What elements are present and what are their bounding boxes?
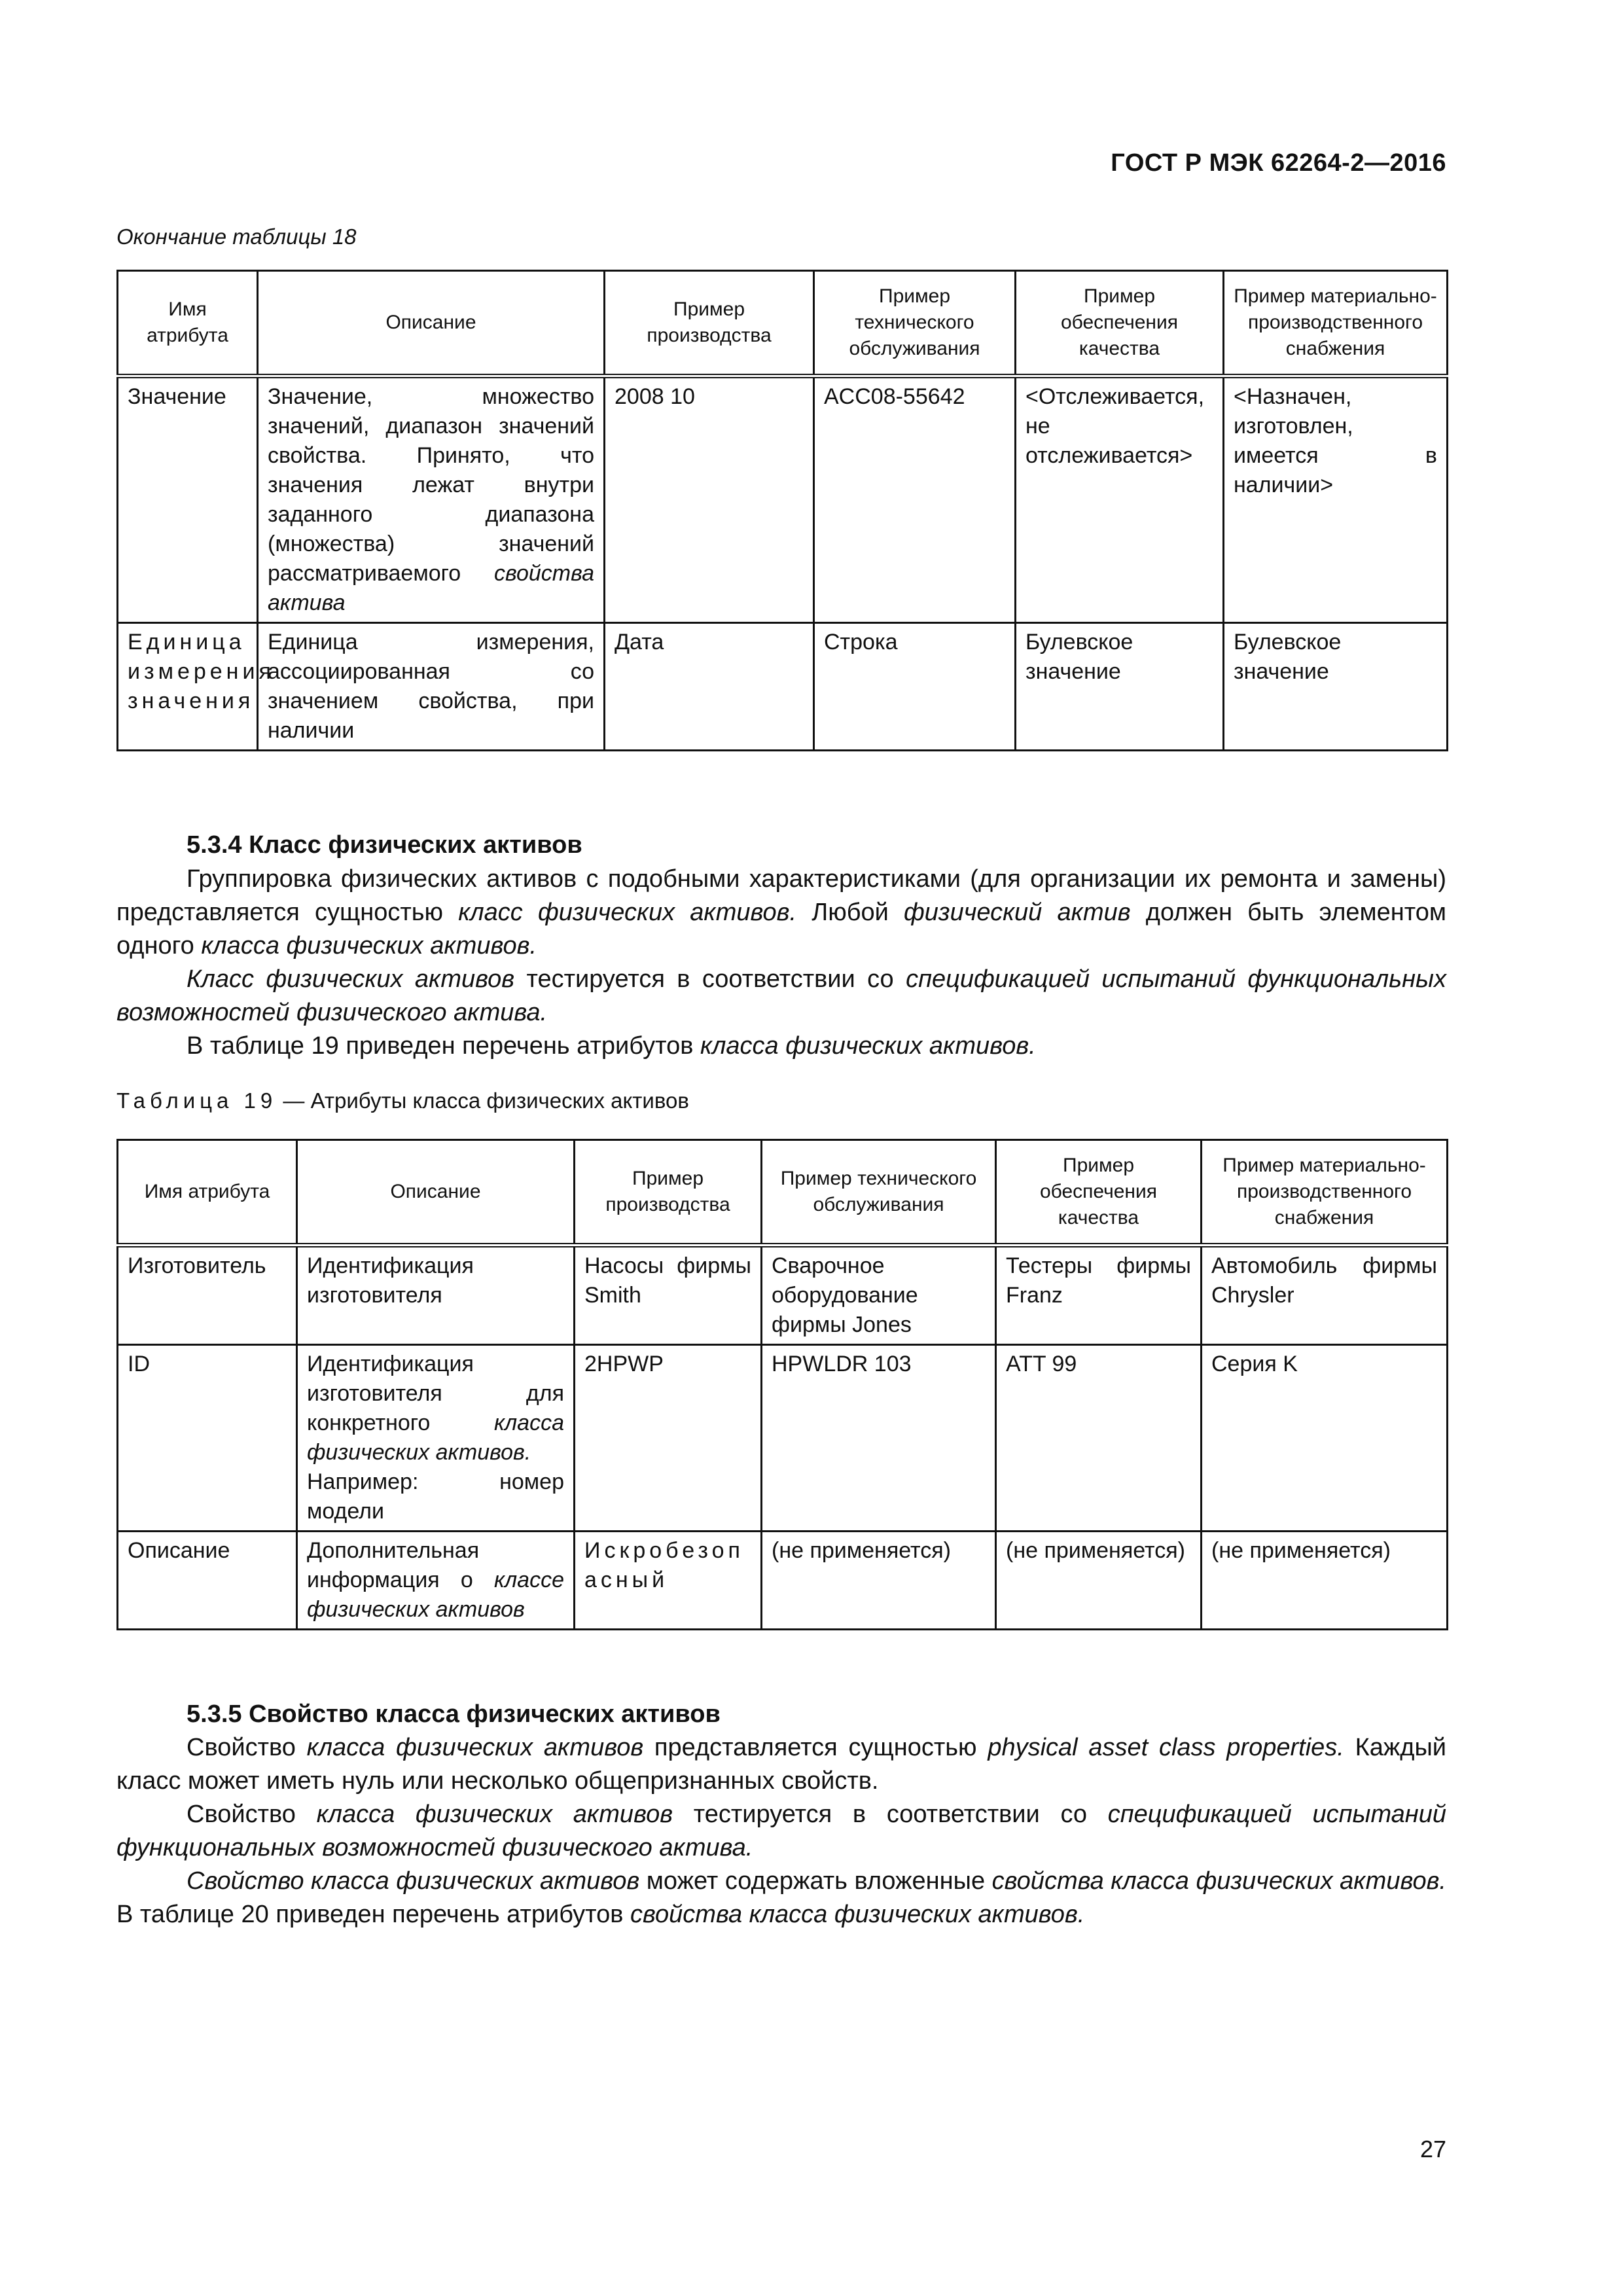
cell-quality: ATT 99 xyxy=(996,1345,1202,1532)
cell-quality: <Отслеживается, не отслеживается> xyxy=(1016,376,1224,623)
cell-production: 2HPWP xyxy=(575,1345,762,1532)
paragraph: В таблице 19 приведен перечень атрибутов класса физических активов. xyxy=(187,1032,1036,1060)
paragraph: Группировка физических активов с подобными характеристиками (для организации их ремонта и замены) представляется сущностью класс физических активов. Любой физический актив должен быть элементом одного класса физических активов. xyxy=(116,865,1446,960)
cell-name: Единица измерения значения xyxy=(118,623,258,751)
page-number: 27 xyxy=(1419,2136,1446,2162)
column-header: Пример технического обслуживания xyxy=(814,271,1016,376)
column-header: Имя атрибута xyxy=(118,271,258,376)
cell-maintenance: (не применяется) xyxy=(762,1532,996,1630)
cell-production: 2008 10 xyxy=(605,376,814,623)
table-row xyxy=(118,1532,1448,1630)
table-header-row xyxy=(118,1140,1448,1246)
standard-designation: ГОСТ Р МЭК 62264-2—2016 xyxy=(1111,149,1446,177)
column-header: Имя атрибута xyxy=(118,1140,297,1246)
table-row xyxy=(118,376,1448,623)
cell-maintenance: Сварочное оборудование фирмы Jones xyxy=(762,1246,996,1345)
cell-inventory: Булевское значение xyxy=(1224,623,1448,751)
cell-production: Насосы фирмы Smith xyxy=(575,1246,762,1345)
column-header: Пример обеспечения качества xyxy=(1016,271,1224,376)
paragraph: Класс физических активов тестируется в соответствии со спецификацией испытаний функциональных возможностей физического актива. xyxy=(116,965,1447,1026)
column-header: Пример материально-производственного снабжения xyxy=(1202,1140,1448,1246)
cell-name: Значение xyxy=(118,376,258,623)
cell-name: Описание xyxy=(118,1532,297,1630)
paragraph: Свойство класса физических активов тестируется в соответствии со спецификацией испытаний функциональных возможностей физического актива. xyxy=(116,1801,1446,1861)
cell-maintenance: HPWLDR 103 xyxy=(762,1345,996,1532)
cell-description: Идентификация изготовителя для конкретного класса физических активов. Например: номер модели xyxy=(297,1345,575,1532)
column-header: Пример обеспечения качества xyxy=(996,1140,1202,1246)
cell-quality: Булевское значение xyxy=(1016,623,1224,751)
table-row xyxy=(118,1345,1448,1532)
column-header: Пример материально-производственного снабжения xyxy=(1224,271,1448,376)
cell-inventory: Серия K xyxy=(1202,1345,1448,1532)
cell-description: Единица измерения, ассоциированная со значением свойства, при наличии xyxy=(258,623,605,751)
cell-production: Искробезопасный xyxy=(575,1532,762,1630)
column-header: Пример производства xyxy=(575,1140,762,1246)
table-row xyxy=(118,623,1448,751)
cell-description: Идентификация изготовителя xyxy=(297,1246,575,1345)
cell-name: Изготовитель xyxy=(118,1246,297,1345)
table18-caption: Окончание таблицы 18 xyxy=(116,224,357,249)
cell-name: ID xyxy=(118,1345,297,1532)
section-5-3-4-body xyxy=(116,863,1446,1063)
column-header: Описание xyxy=(297,1140,575,1246)
cell-quality: (не применяется) xyxy=(996,1532,1202,1630)
section-5-3-4-title: 5.3.4 Класс физических активов xyxy=(187,831,582,859)
cell-production: Дата xyxy=(605,623,814,751)
cell-quality: Тестеры фирмы Franz xyxy=(996,1246,1202,1345)
paragraph: Свойство класса физических активов может содержать вложенные свойства класса физических активов. В таблице 20 приведен перечень атрибутов свойства класса физических активов. xyxy=(116,1867,1446,1928)
table-18 xyxy=(116,270,1448,751)
table-19 xyxy=(116,1139,1448,1630)
paragraph: Свойство класса физических активов представляется сущностью physical asset class properties. Каждый класс может иметь нуль или несколько общепризнанных свойств. xyxy=(116,1734,1446,1795)
cell-maintenance: ACC08-55642 xyxy=(814,376,1016,623)
section-5-3-5-title: 5.3.5 Свойство класса физических активов xyxy=(187,1700,721,1728)
column-header: Пример производства xyxy=(605,271,814,376)
cell-inventory: <Назначен, изготовлен, имеется в наличии> xyxy=(1224,376,1448,623)
cell-description: Дополнительная информация о классе физических активов xyxy=(297,1532,575,1630)
cell-inventory: Автомобиль фирмы Chrysler xyxy=(1202,1246,1448,1345)
table19-caption: Таблица 19 — Атрибуты класса физических активов xyxy=(116,1088,689,1113)
cell-inventory: (не применяется) xyxy=(1202,1532,1448,1630)
table-header-row xyxy=(118,271,1448,376)
column-header: Пример технического обслуживания xyxy=(762,1140,996,1246)
cell-maintenance: Строка xyxy=(814,623,1016,751)
section-5-3-5-body xyxy=(116,1731,1446,1931)
table-row xyxy=(118,1246,1448,1345)
cell-description: Значение, множество значений, диапазон значений свойства. Принято, что значения лежат внутри заданного диапазона (множества) значений рассматриваемого свойства актива xyxy=(258,376,605,623)
column-header: Описание xyxy=(258,271,605,376)
